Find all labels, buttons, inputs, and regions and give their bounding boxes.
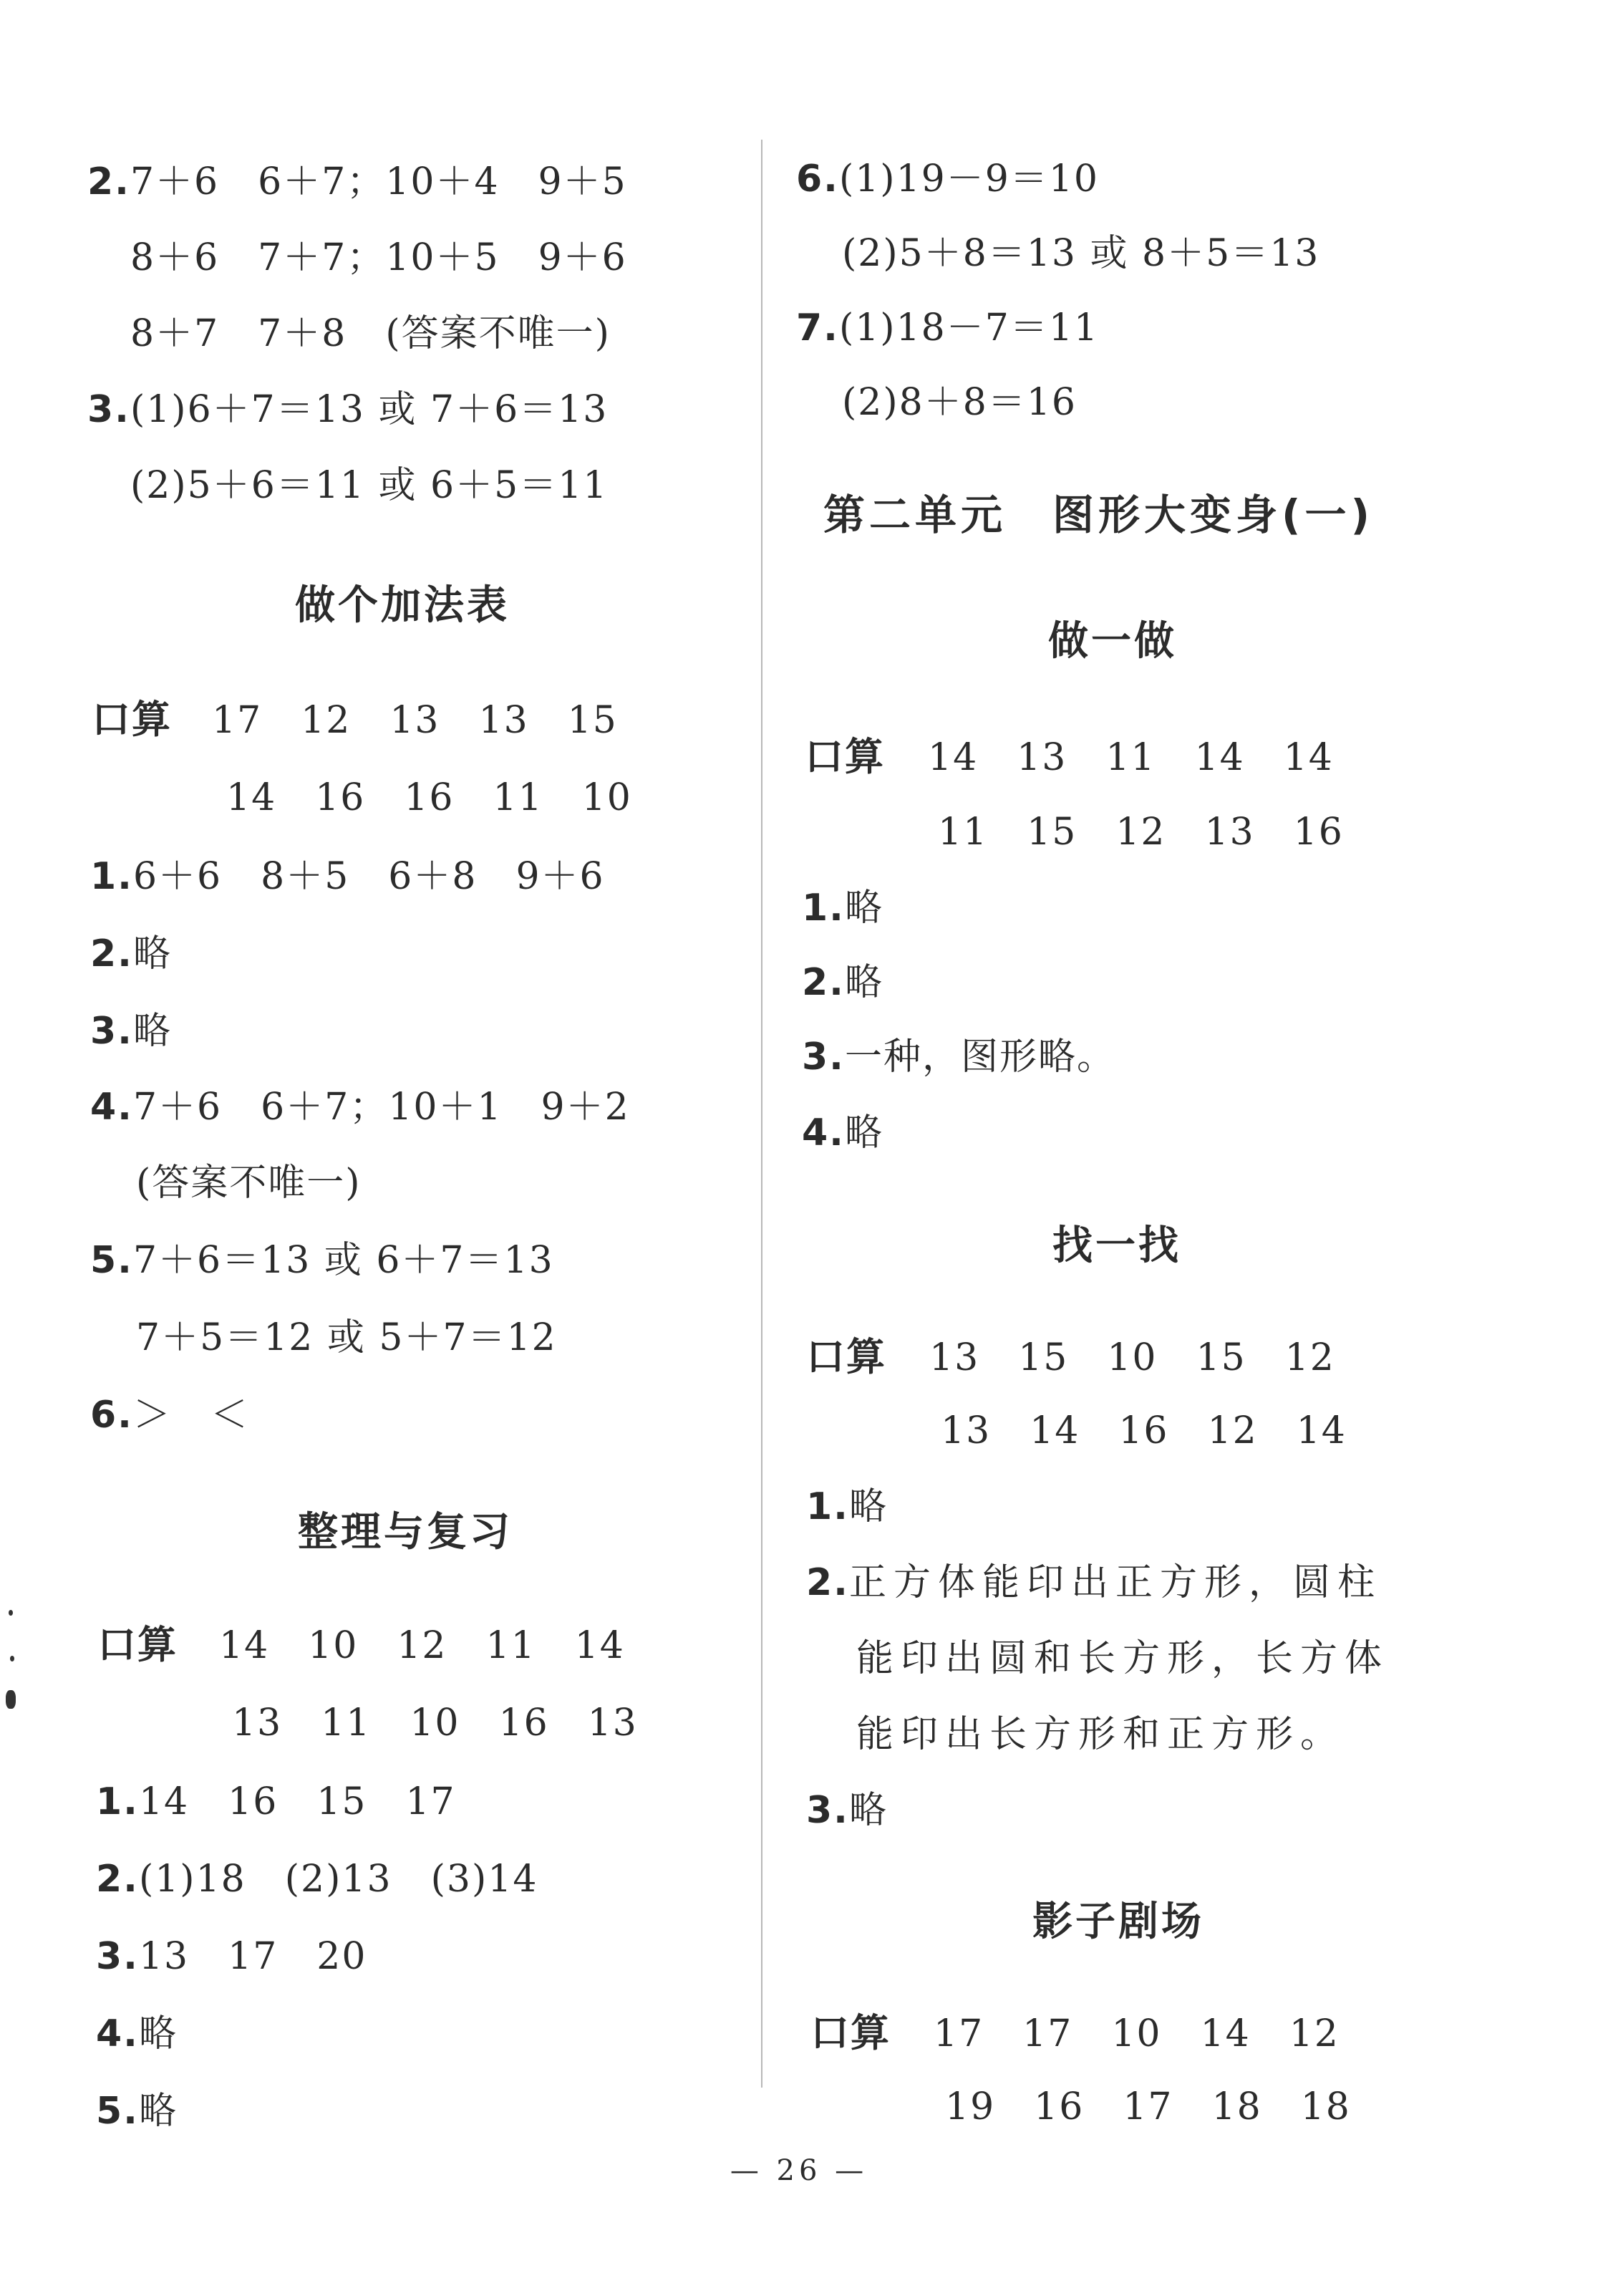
answer-line: [842, 381, 1077, 424]
kousuan-row: [226, 776, 632, 819]
kousuan-values: 13 11 10 16 13: [232, 1702, 638, 1745]
item-number: 3.: [87, 388, 130, 431]
kousuan-row: [92, 697, 618, 742]
answer-text: 能印出长方形和正方形。: [856, 1713, 1345, 1756]
answer-line: [90, 1086, 630, 1129]
item-number: 3.: [96, 1935, 139, 1978]
answer-text: 能印出圆和长方形，长方体: [856, 1637, 1390, 1680]
item-number: 4.: [90, 1086, 133, 1129]
kousuan-row: [810, 2010, 1340, 2055]
kousuan-label: 口算: [92, 697, 172, 742]
kousuan-values: 11 15 12 13 16: [938, 811, 1344, 854]
answer-text: (1)18－7＝11: [838, 307, 1100, 349]
kousuan-values: 14 10 12 11 14: [219, 1624, 625, 1667]
item-number: 2.: [87, 160, 130, 203]
answer-text: (答案不唯一): [136, 1162, 362, 1205]
answer-line: [90, 932, 172, 975]
kousuan-label: 口算: [810, 2010, 891, 2055]
kousuan-row: [938, 811, 1344, 854]
kousuan-row: [97, 1622, 625, 1667]
answer-text: 略: [844, 961, 883, 1004]
item-number: 3.: [90, 1010, 133, 1053]
item-number: 1.: [806, 1485, 849, 1528]
answer-text: (2)8＋8＝16: [842, 381, 1077, 424]
answer-line: [806, 1789, 888, 1832]
answer-line: [806, 1485, 888, 1528]
answer-line: [90, 1239, 554, 1282]
answer-line: [802, 1111, 883, 1154]
kousuan-values: 17 17 10 14 12: [934, 2012, 1340, 2055]
answer-text: 略: [138, 2090, 178, 2133]
item-number: 5.: [90, 1239, 133, 1282]
answer-line: [856, 1713, 1345, 1756]
answer-text: (1)6＋7＝13 或 7＋6＝13: [130, 388, 609, 431]
answer-text: 6＋6 8＋5 6＋8 9＋6: [132, 855, 605, 898]
item-number: 4.: [802, 1111, 845, 1154]
item-number: 3.: [802, 1036, 845, 1079]
answer-text: 14 16 15 17: [138, 1780, 456, 1823]
answer-line: [136, 1162, 362, 1205]
item-number: 4.: [96, 2012, 139, 2055]
kousuan-label: 口算: [97, 1622, 178, 1667]
item-number: 7.: [796, 307, 839, 349]
section-title: 找一找: [1052, 1222, 1181, 1269]
answer-line: [96, 2012, 178, 2055]
answer-text: 略: [138, 2012, 178, 2055]
answer-text: 一种，图形略。: [844, 1036, 1115, 1079]
answer-text: 略: [132, 932, 172, 975]
answer-text: 7＋5＝12 或 5＋7＝12: [136, 1316, 557, 1359]
answer-line: [802, 887, 883, 930]
item-number: 5.: [96, 2090, 139, 2133]
kousuan-row: [945, 2085, 1351, 2128]
kousuan-values: 17 12 13 13 15: [212, 699, 618, 742]
answer-line: [802, 961, 883, 1004]
column-divider: [761, 140, 762, 2088]
answer-line: [96, 1858, 538, 1901]
kousuan-row: [232, 1702, 638, 1745]
item-number: 1.: [802, 887, 845, 930]
answer-line: [90, 1010, 172, 1053]
item-number: 2.: [802, 961, 845, 1004]
answer-text: 正方体能印出正方形，圆柱: [848, 1561, 1382, 1604]
kousuan-values: 14 16 16 11 10: [226, 776, 632, 819]
kousuan-values: 14 13 11 14 14: [928, 736, 1334, 779]
answer-text: (2)5＋8＝13 或 8＋5＝13: [842, 232, 1320, 275]
answer-line: [96, 1935, 367, 1978]
item-number: 3.: [806, 1789, 849, 1832]
item-number: 2.: [96, 1858, 139, 1901]
section-title: 做一做: [1048, 618, 1177, 665]
answer-line: [856, 1637, 1390, 1680]
scan-speck: [6, 1690, 16, 1709]
answer-line: [130, 312, 611, 355]
unit-title: 第二单元 图形大变身(一): [823, 491, 1375, 539]
answer-line: [130, 236, 627, 279]
answer-line: [842, 232, 1320, 275]
item-number: 1.: [96, 1780, 139, 1823]
answer-text: 8＋6 7＋7；10＋5 9＋6: [130, 236, 627, 279]
answer-text: 8＋7 7＋8 (答案不唯一): [130, 312, 611, 355]
section-title: 做个加法表: [295, 582, 510, 629]
scan-speck: [10, 1656, 14, 1661]
page-number: — 26 —: [730, 2154, 868, 2187]
kousuan-values: 13 14 16 12 14: [941, 1409, 1347, 1452]
answer-line: [90, 855, 605, 898]
answer-text: 略: [844, 887, 883, 930]
answer-text: ＞ ＜: [132, 1394, 249, 1437]
answer-text: (1)18 (2)13 (3)14: [138, 1858, 538, 1901]
item-number: 1.: [90, 855, 133, 898]
answer-line: [96, 2090, 178, 2133]
kousuan-row: [806, 1334, 1335, 1379]
scan-speck: [9, 1610, 13, 1616]
answer-text: 7＋6＝13 或 6＋7＝13: [132, 1239, 554, 1282]
kousuan-label: 口算: [805, 734, 885, 779]
item-number: 6.: [90, 1394, 133, 1437]
item-number: 6.: [796, 158, 839, 201]
answer-text: 13 17 20: [138, 1935, 367, 1978]
answer-line: [87, 160, 627, 203]
section-title: 影子剧场: [1032, 1899, 1204, 1945]
kousuan-row: [941, 1409, 1347, 1452]
answer-text: (1)19－9＝10: [838, 158, 1100, 201]
answer-line: [136, 1316, 557, 1359]
answer-line: [796, 158, 1100, 201]
answer-line: [87, 388, 609, 431]
answer-text: 略: [848, 1789, 888, 1832]
answer-line: [90, 1394, 249, 1437]
kousuan-label: 口算: [806, 1334, 886, 1379]
answer-text: 7＋6 6＋7；10＋1 9＋2: [132, 1086, 630, 1129]
section-title: 整理与复习: [298, 1509, 513, 1555]
answer-text: (2)5＋6＝11 或 6＋5＝11: [130, 464, 609, 507]
answer-text: 略: [132, 1010, 172, 1053]
answer-line: [796, 309, 1099, 347]
item-number: 2.: [806, 1561, 849, 1604]
answer-text: 略: [844, 1111, 883, 1154]
answer-text: 7＋6 6＋7；10＋4 9＋5: [130, 160, 627, 203]
answer-line: [802, 1036, 1115, 1079]
item-number: 2.: [90, 932, 133, 975]
answer-line: [130, 464, 609, 507]
answer-line: [806, 1561, 1382, 1604]
answer-line: [96, 1780, 456, 1823]
kousuan-values: 19 16 17 18 18: [945, 2085, 1351, 2128]
kousuan-values: 13 15 10 15 12: [929, 1336, 1335, 1379]
answer-text: 略: [848, 1485, 888, 1528]
kousuan-row: [805, 734, 1334, 779]
